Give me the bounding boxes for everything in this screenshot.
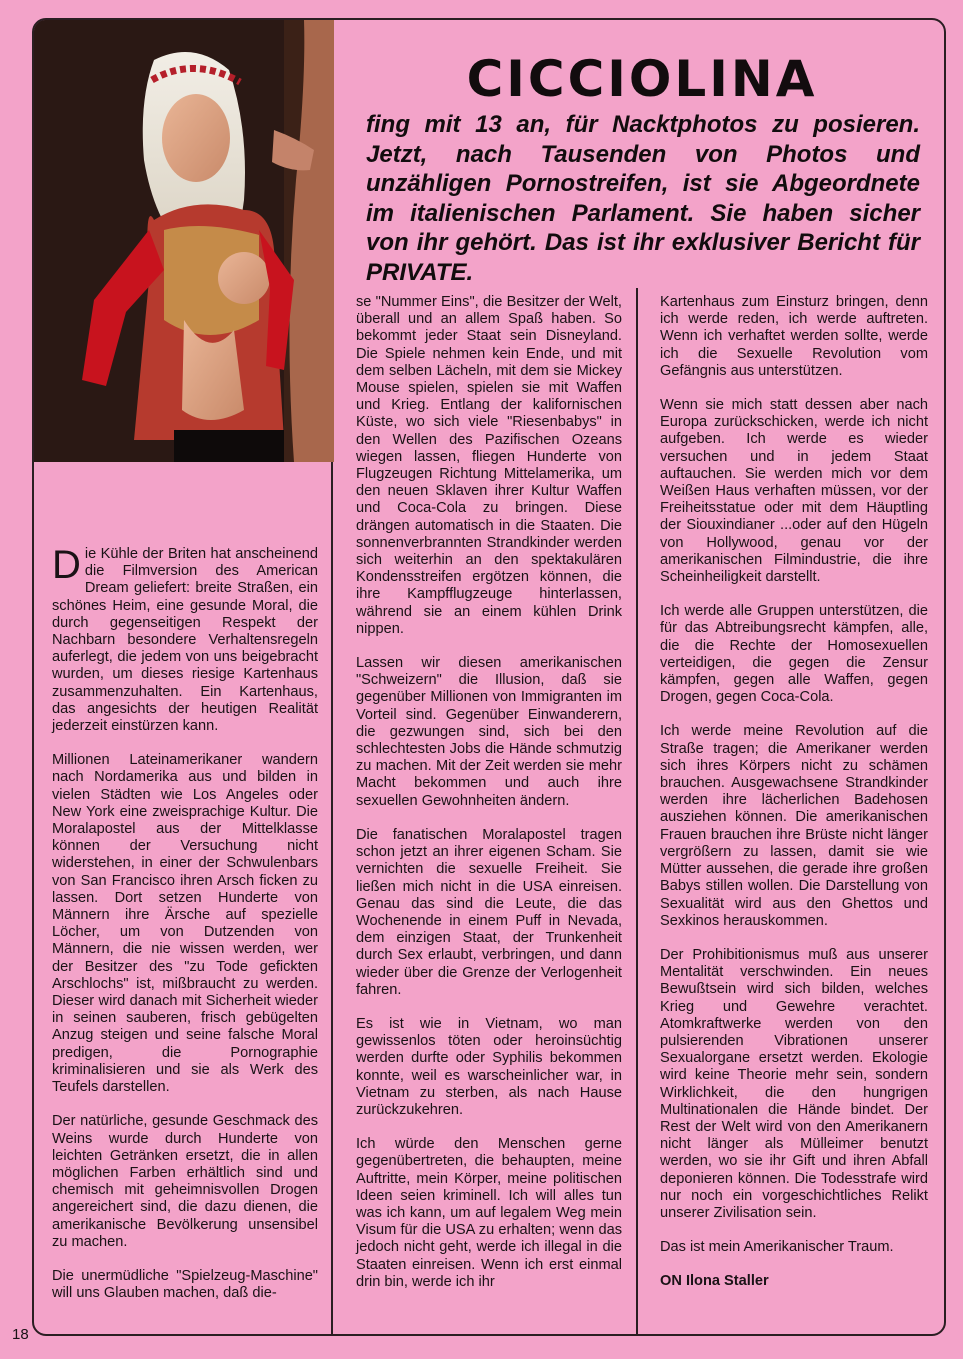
paragraph: Der Prohibitionismus muß aus unserer Mentalität verschwinden. Ein neues Bewußtsein wird sich bilden, welches Krieg und Gewehre verachtet. Atomkraftwerke werden von den pulsierenden Vibrationen unserer Sexualorgane ersetzt werden. Ekologie wird keine Theorie mehr sein, sondern Wirklichkeit, die den hungrigen Multinationalen die Hände bindet. Der Rest der Welt wird von den Amerikanern nicht länger als Mülleimer benutzt werden, wo sie ihr Gift und ihren Abfall deponieren können. Die Todesstrafe wird nur noch ein vorgeschichtliches Relikt unserer Zivilisation sein. <box>660 946 928 1221</box>
article-title: CICCIOLINA <box>466 50 818 108</box>
paragraph: Der natürliche, gesunde Geschmack des Weins wurde durch Hunderte von leichten Getränken ersetzt, die in allen möglichen Farben erhältlich sind und chemisch mit geheimnisvollen Drogen angereichert sind, die dazu dienen, die amerikanische Bevölkerung unsensibel zu machen. <box>52 1113 318 1250</box>
paragraph <box>52 543 318 735</box>
author-signature: ON Ilona Staller <box>660 1273 769 1290</box>
page-number: 18 <box>12 1326 29 1343</box>
text-column-3 <box>660 294 928 1308</box>
paragraph: Die fanatischen Moralapostel tragen schon jetzt an ihrer eigenen Scham. Sie vernichten die sexuelle Freiheit. Sie ließen mich nicht in die USA einreisen. Genau das sind die Leute, die das Wochenende in einem Puff in Nevada, dem einzigen Staat, der Trunkenheit durch Sex erlaubt, verbringen, und dann wieder über die Grenze der Verlogenheit fahren. <box>356 826 622 998</box>
column-divider-2 <box>636 288 638 1336</box>
paragraph: Die unermüdliche "Spielzeug-Maschine" will uns Glauben machen, daß die- <box>52 1267 318 1302</box>
paragraph: Ich werde alle Gruppen unterstützen, die für das Abtreibungsrecht kämpfen, alle, die die Rechte der Homosexuellen verteidigen, die gegen die Zensur kämpfen, gegen alle Waffen, gegen Drogen, gegen Coca-Cola. <box>660 603 928 706</box>
paragraph: Wenn sie mich statt dessen aber nach Europa zurückschicken, werde ich nicht aufgeben. Ich werde es wieder versuchen und in jedem Staat auftauchen. Sie werden mich vor dem Weißen Haus verhaften müssen, vor der Freiheitsstatue oder mit dem Häuptling der Siouxindianer ...oder auf den Hügeln von Hollywood, genau vor der amerikanischen Filmindustrie, die ihre Scheinheiligkeit darstellt. <box>660 397 928 586</box>
paragraph: Es ist wie in Vietnam, wo man gewissenlos töten oder heroinsüchtig werden durfte oder Syphilis bekommen konnte, weil es warscheinlicher war, in Vietnam zu sterben, als nach Hause zurückzukehren. <box>356 1015 622 1118</box>
cover-photo <box>34 20 334 462</box>
paragraph: Ich werde meine Revolution auf die Straße tragen; die Amerikaner werden sich ihres Körpers nicht zu schämen brauchen. Ausgewachsene Strandkinder werden ihre lächerlichen Badehosen ausziehen können. Die amerikanischen Frauen brauchen ihre Brüste nicht länger vergrößern zu lassen, damit sie wie Mütter aussehen, die gerade ihre großen Babys stillen wollen. Die Darstellung von Sexualität wird aus den Ghettos und Sexkinos herauskommen. <box>660 723 928 929</box>
paragraph: Kartenhaus zum Einsturz bringen, denn ich werde reden, ich werde auftreten. Wenn ich verhaftet werden sollte, werde ich die Sexuelle Revolution vom Gefängnis aus unterstützen. <box>660 294 928 379</box>
paragraph: se "Nummer Eins", die Besitzer der Welt, überall und an allem Spaß haben. So bekommt jeder Staat sein Disneyland. Die Spiele nehmen kein Ende, und mit dem selben Lächeln, mit dem sie Mickey Mouse spielen, spielen sie mit Waffen und Krieg. Entlang der kalifornischen Küste, wo sich viele "Riesenbabys" in den Wellen des Pazifischen Ozeans wiegen lassen, fliegen Hunderte von Flugzeugen Richtung Mittelamerika, um den neuen Sklaven ihrer Kultur Waffen und Coca-Cola zu bringen. Diese drängen automatisch in die Staaten. Die sonnenverbrannten Strandkinder werden sich weiterhin an den spektakulären Kondensstreifen ergötzen können, die ihre Kampfflugzeuge hinterlassen, während sie an einem kühlen Drink nippen. <box>356 294 622 637</box>
photo-illustration <box>34 20 334 462</box>
paragraph: Lassen wir diesen amerikanischen "Schweizern" die Illusion, daß sie gegenüber Millionen von Immigranten im Vorteil sind. Gegenüber Einwanderern, die gezwungen sind, sich bei den schlechtesten Jobs die Hände schmutzig zu machen. Mit der Zeit werden sie mehr Macht bekommen und auch ihre sexuellen Gewohnheiten ändern. <box>356 655 622 809</box>
paragraph: Millionen Lateinamerikaner wandern nach Nordamerika aus und bilden in vielen Städten wie Los Angeles oder New York eine zweisprachige Kultur. Die Moralapostel aus der Mittelklasse können der Versuchung nicht widerstehen, in einer der Schwulenbars von San Francisco ihren Arsch ficken zu lassen. Dort setzen Hunderte von Männern ihre Ärsche auf spezielle Löcher, um von Dutzenden von Männern, die nie wissen werden, wer der Besitzer des "zu Tode gefickten Arschlochs" ist, mißbraucht zu werden. Dieser wird danach mit Sicherheit wieder in seinen sauberen, frisch gebügelten Anzug steigen und seine falsche Moral predigen, die Pornographie kriminalisieren und sie als Werk des Teufels darstellen. <box>52 752 318 1096</box>
paragraph: Ich würde den Menschen gerne gegenübertreten, die behaupten, meine Auftritte, mein Körper, meine politischen Ideen seien kriminell. Ich will alles tun was ich kann, um auf legalem Weg mein Visum für die USA zu erhalten; wenn das jedoch nicht geht, werde ich illegal in die Staaten einreisen. Wenn ich erst einmal drin bin, werde ich ihr <box>356 1136 622 1290</box>
text-column-2 <box>356 294 622 1308</box>
drop-cap: D <box>52 543 81 587</box>
article-subtitle: fing mit 13 an, für Nacktphotos zu posieren. Jetzt, nach Tausenden von Photos und unzähligen Pornostreifen, ist sie Abgeordnete im italienischen Parlament. Sie haben sicher von ihr gehört. Das ist ihr exklusiver Bericht für PRIVATE. <box>366 111 920 286</box>
paragraph-text: ie Kühle der Briten hat anscheinend die Filmversion des American Dream geliefert: breite Straßen, ein schönes Heim, eine gesunde Moral, die durch gegenseitigen Respekt der Nachbarn besondere Verhaltensregeln auferlegt, die jedem von uns beigebracht wurden, um dieses riesige Kartenhaus zusammenzuhalten. Ein Kartenhaus, das angesichts der heutigen Realität jederzeit einstürzen kann. <box>52 546 318 735</box>
text-column-1 <box>52 543 318 1319</box>
paragraph: Das ist mein Amerikanischer Traum. <box>660 1239 894 1256</box>
